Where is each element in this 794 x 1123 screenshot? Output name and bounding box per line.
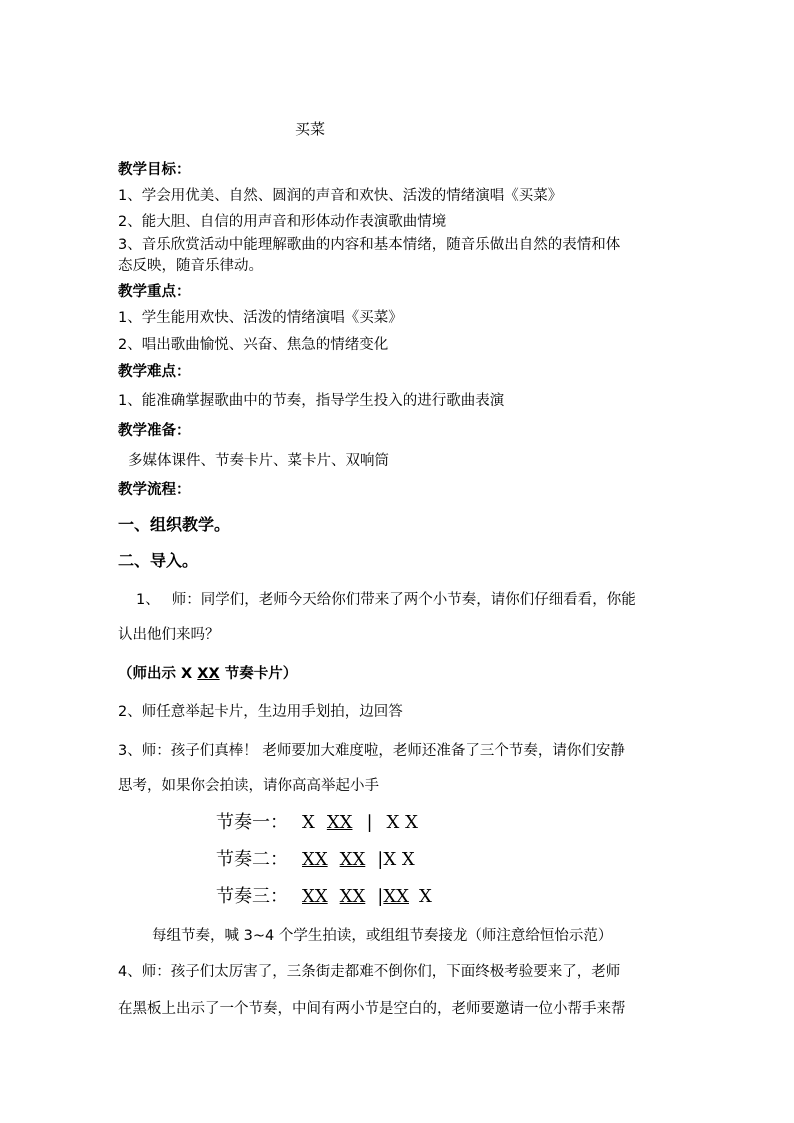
section-organize-teaching: 一、组织教学。 [118,515,231,534]
rhythm-2-note-a: XX [302,849,328,870]
paragraph-1-line-1 [118,590,636,610]
section-introduction: 二、导入。 [118,551,199,570]
key-item-2: 2、唱出歌曲愉悦、兴奋、焦急的情绪变化 [118,337,389,353]
preparation-item: 多媒体课件、节奏卡片、菜卡片、双响筒 [128,453,389,469]
paragraph-4-line-1: 4、师：孩子们太厉害了，三条街走都难不倒你们，下面终极考验要来了，老师 [118,964,621,980]
rhythm-pattern-2 [216,847,415,873]
rhythm-1-note-a: X [302,812,315,833]
heading-difficulties: 教学难点： [118,364,191,380]
rhythm-3-note-a: XX [302,886,328,907]
heading-preparation: 教学准备： [118,423,191,439]
paragraph-1-text: 师：同学们，老师今天给你们带来了两个小节奏，请你们仔细看看，你能 [171,592,636,608]
rhythm-3-barline: | [377,886,384,907]
rhythm-3-note-b: XX [339,886,366,907]
rhythm-1-label: 节奏一： [216,812,288,833]
goal-item-2: 2、能大胆、自信的用声音和形体动作表演歌曲情境 [118,214,447,230]
rhythm-1-barline: | [366,812,373,833]
goal-item-3-line-2: 态反映，随音乐律动。 [118,258,263,274]
rhythm-pattern-1 [216,810,418,836]
rhythm-2-note-c: |X X [377,849,415,870]
rhythm-card-xx: XX [197,666,220,682]
document-title: 买菜 [295,120,326,138]
paragraph-1-line-2: 认出他们来吗？ [118,627,220,643]
key-item-1: 1、学生能用欢快、活泼的情绪演唱《买菜》 [118,310,403,326]
rhythm-card-suffix: 节奏卡片） [219,666,298,682]
rhythm-2-label: 节奏二： [216,849,288,870]
goal-item-1: 1、学会用优美、自然、圆润的声音和欢快、活泼的情绪演唱《买菜》 [118,188,563,204]
heading-key-points: 教学重点： [118,284,191,300]
paragraph-3-line-2: 思考，如果你会拍读，请你高高举起小手 [118,778,379,794]
heading-teaching-flow: 教学流程： [118,482,191,498]
rhythm-pattern-3 [216,884,432,910]
difficulty-item-1: 1、能准确掌握歌曲中的节奏，指导学生投入的进行歌曲表演 [118,393,505,409]
goal-item-3-line-1: 3、音乐欣赏活动中能理解歌曲的内容和基本情绪，随音乐做出自然的表情和体 [118,237,621,253]
rhythm-3-note-d: XX [383,886,409,907]
paragraph-3-line-1: 3、师：孩子们真棒！ 老师要加大难度啦，老师还准备了三个节奏，请你们安静 [118,743,625,759]
rhythm-1-note-b: XX [326,812,353,833]
rhythm-1-note-d: X X [386,812,418,833]
paragraph-2: 2、师任意举起卡片，生边用手划拍，边回答 [118,704,403,720]
heading-goals: 教学目标： [118,162,191,178]
paragraph-4-line-2: 在黑板上出示了一个节奏，中间有两小节是空白的，老师要邀请一位小帮手来帮 [118,1001,626,1017]
paragraph-1-number: 1、 [136,592,160,608]
rhythm-practice-note: 每组节奏，喊 3~4 个学生拍读，或组组节奏接龙（师注意给恒怡示范） [152,928,613,944]
rhythm-card-note [118,664,297,684]
rhythm-2-note-b: XX [339,849,366,870]
rhythm-card-prefix: （师出示 X [118,666,198,682]
rhythm-3-note-e: X [419,886,432,907]
rhythm-3-label: 节奏三： [216,886,288,907]
